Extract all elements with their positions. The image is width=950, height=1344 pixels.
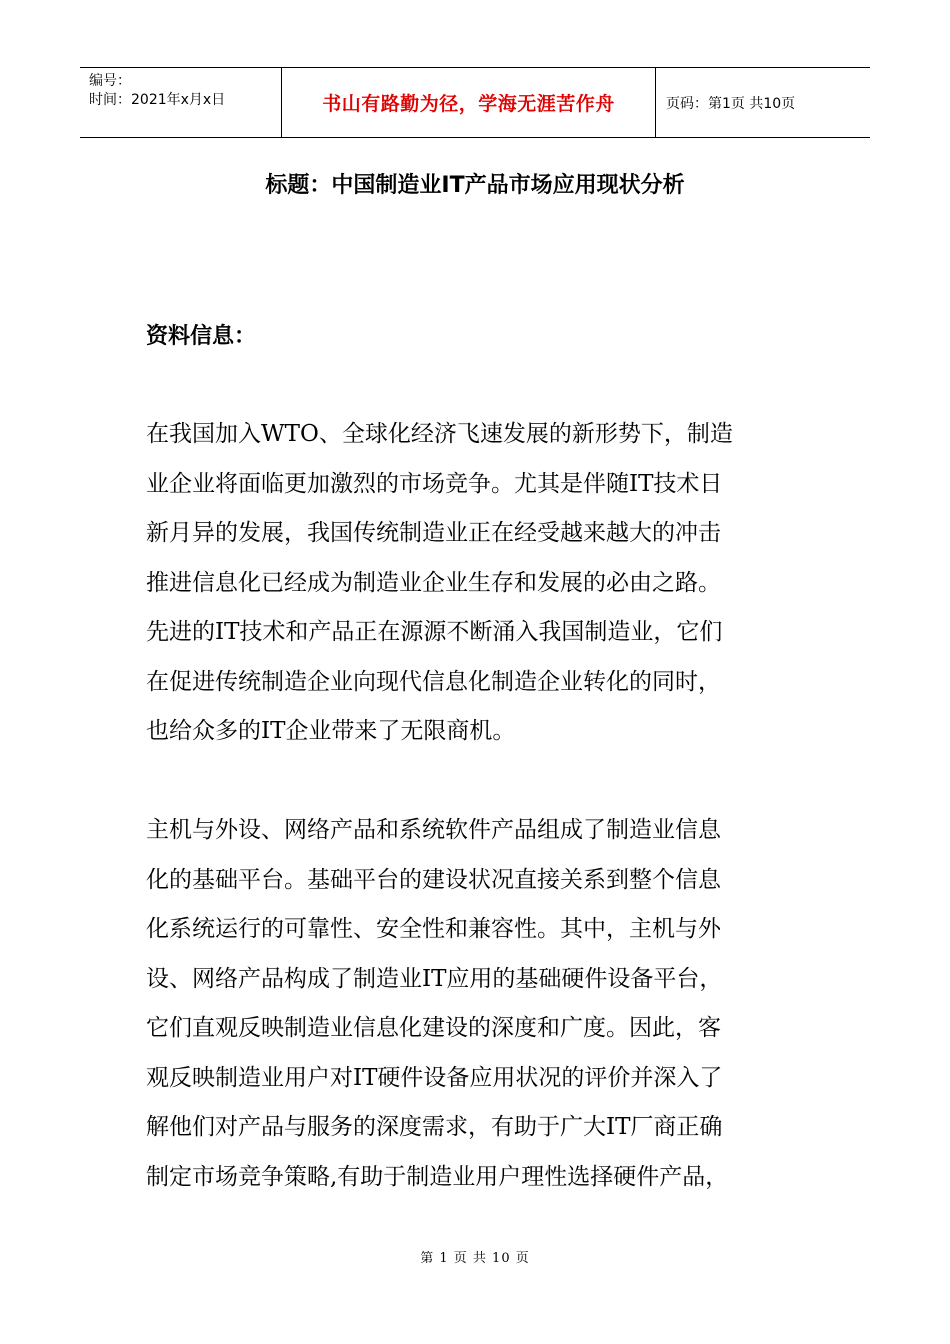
paragraph-line: 设、网络产品构成了制造业IT应用的基础硬件设备平台， <box>146 965 723 992</box>
paragraph-2 <box>146 806 810 1202</box>
header-page-cell <box>656 68 870 137</box>
header-meta-cell <box>80 68 282 137</box>
paragraph-line: 化的基础平台。基础平台的建设状况直接关系到整个信息 <box>146 866 721 893</box>
paragraph-line: 化系统运行的可靠性、安全性和兼容性。其中，主机与外 <box>146 916 721 942</box>
document-title: 标题：中国制造业IT产品市场应用现状分析 <box>265 173 685 198</box>
document-header-table <box>80 67 870 138</box>
section-heading: 资料信息： <box>146 324 257 349</box>
page-info-text: 页码：第1页 共10页 <box>666 95 796 112</box>
document-number-label: 编号： <box>89 73 131 89</box>
paragraph-line: 也给众多的IT企业带来了无限商机。 <box>146 718 516 744</box>
paragraph-line: 新月异的发展，我国传统制造业正在经受越来越大的冲击 <box>146 520 721 546</box>
paragraph-line: 在促进传统制造企业向现代信息化制造企业转化的同时， <box>146 668 721 695</box>
paragraph-line: 制定市场竞争策略,有助于制造业用户理性选择硬件产品， <box>146 1163 729 1190</box>
paragraph-line: 业企业将面临更加激烈的市场竞争。尤其是伴随IT技术日 <box>146 470 723 497</box>
paragraph-line: 在我国加入WTO、全球化经济飞速发展的新形势下，制造 <box>146 421 733 447</box>
paragraph-line: 观反映制造业用户对IT硬件设备应用状况的评价并深入了 <box>146 1064 723 1091</box>
paragraph-line: 主机与外设、网络产品和系统软件产品组成了制造业信息 <box>146 817 721 843</box>
paragraph-line: 推进信息化已经成为制造业企业生存和发展的必由之路。 <box>146 569 721 596</box>
page-footer: 第 1 页 共 10 页 <box>420 1251 530 1266</box>
header-motto-cell <box>282 68 656 137</box>
paragraph-line: 它们直观反映制造业信息化建设的深度和广度。因此，客 <box>146 1015 721 1041</box>
paragraph-line: 解他们对产品与服务的深度需求，有助于广大IT厂商正确 <box>146 1114 723 1140</box>
paragraph-line: 先进的IT技术和产品正在源源不断涌入我国制造业，它们 <box>146 619 723 645</box>
paragraph-1 <box>146 410 810 757</box>
motto-text: 书山有路勤为径，学海无涯苦作舟 <box>322 93 615 115</box>
document-date-label: 时间：2021年x月x日 <box>89 92 226 108</box>
